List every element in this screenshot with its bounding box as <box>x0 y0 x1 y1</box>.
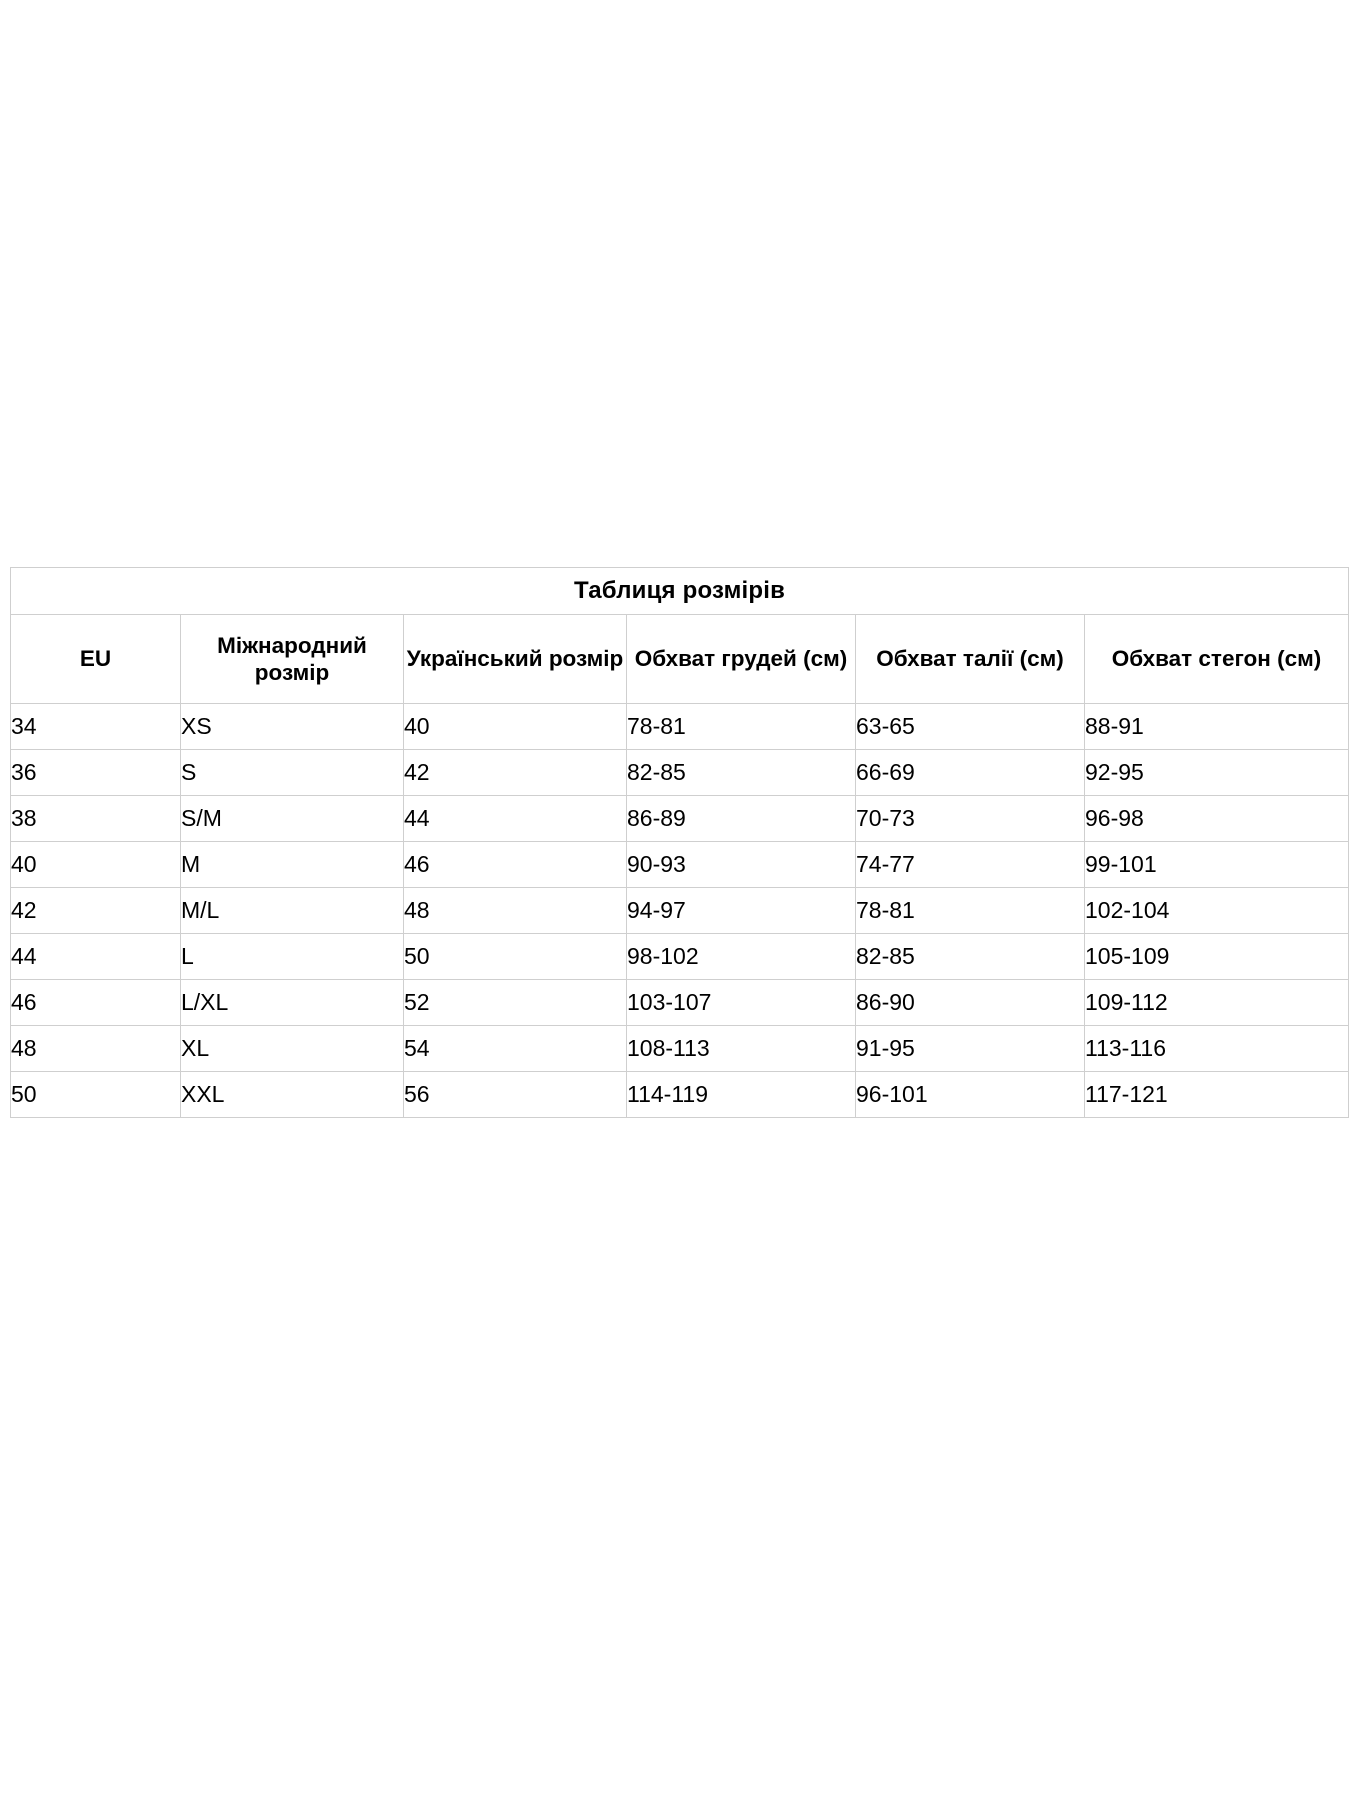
cell-waist: 82-85 <box>856 934 1085 980</box>
cell-chest: 114-119 <box>627 1072 856 1118</box>
cell-ukrainian-size: 46 <box>404 842 627 888</box>
cell-international-size: XXL <box>181 1072 404 1118</box>
cell-chest: 82-85 <box>627 750 856 796</box>
cell-ukrainian-size: 48 <box>404 888 627 934</box>
cell-ukrainian-size: 44 <box>404 796 627 842</box>
cell-chest: 98-102 <box>627 934 856 980</box>
cell-chest: 86-89 <box>627 796 856 842</box>
cell-waist: 70-73 <box>856 796 1085 842</box>
cell-chest: 78-81 <box>627 704 856 750</box>
cell-international-size: M/L <box>181 888 404 934</box>
cell-waist: 91-95 <box>856 1026 1085 1072</box>
cell-international-size: S <box>181 750 404 796</box>
cell-eu: 48 <box>11 1026 181 1072</box>
cell-hips: 92-95 <box>1085 750 1349 796</box>
table-title-row <box>11 568 1349 615</box>
cell-chest: 94-97 <box>627 888 856 934</box>
cell-ukrainian-size: 54 <box>404 1026 627 1072</box>
cell-eu: 40 <box>11 842 181 888</box>
size-chart-container <box>10 567 1348 1118</box>
cell-international-size: L <box>181 934 404 980</box>
cell-chest: 108-113 <box>627 1026 856 1072</box>
cell-ukrainian-size: 40 <box>404 704 627 750</box>
cell-international-size: XL <box>181 1026 404 1072</box>
cell-ukrainian-size: 52 <box>404 980 627 1026</box>
column-header-eu: EU <box>11 615 181 704</box>
table-row <box>11 750 1349 796</box>
column-header-hips: Обхват стегон (см) <box>1085 615 1349 704</box>
column-header-ukrainian-size: Український розмір <box>404 615 627 704</box>
cell-eu: 42 <box>11 888 181 934</box>
table-row <box>11 1026 1349 1072</box>
cell-ukrainian-size: 42 <box>404 750 627 796</box>
cell-hips: 109-112 <box>1085 980 1349 1026</box>
cell-waist: 78-81 <box>856 888 1085 934</box>
table-row <box>11 888 1349 934</box>
cell-ukrainian-size: 50 <box>404 934 627 980</box>
cell-eu: 44 <box>11 934 181 980</box>
table-header-row <box>11 615 1349 704</box>
cell-waist: 66-69 <box>856 750 1085 796</box>
cell-eu: 36 <box>11 750 181 796</box>
cell-hips: 113-116 <box>1085 1026 1349 1072</box>
page-title: Таблиця розмірів <box>11 568 1349 615</box>
table-row <box>11 842 1349 888</box>
cell-international-size: L/XL <box>181 980 404 1026</box>
column-header-chest: Обхват грудей (см) <box>627 615 856 704</box>
cell-waist: 96-101 <box>856 1072 1085 1118</box>
cell-waist: 63-65 <box>856 704 1085 750</box>
cell-waist: 74-77 <box>856 842 1085 888</box>
cell-hips: 99-101 <box>1085 842 1349 888</box>
cell-waist: 86-90 <box>856 980 1085 1026</box>
cell-hips: 105-109 <box>1085 934 1349 980</box>
table-row <box>11 796 1349 842</box>
cell-international-size: XS <box>181 704 404 750</box>
cell-eu: 46 <box>11 980 181 1026</box>
column-header-waist: Обхват талії (см) <box>856 615 1085 704</box>
cell-eu: 38 <box>11 796 181 842</box>
table-row <box>11 934 1349 980</box>
table-row <box>11 704 1349 750</box>
column-header-international-size: Міжнародний розмір <box>181 615 404 704</box>
table-row <box>11 980 1349 1026</box>
cell-hips: 102-104 <box>1085 888 1349 934</box>
cell-eu: 34 <box>11 704 181 750</box>
cell-international-size: S/M <box>181 796 404 842</box>
cell-hips: 88-91 <box>1085 704 1349 750</box>
cell-chest: 90-93 <box>627 842 856 888</box>
size-chart-table <box>10 567 1349 1118</box>
cell-eu: 50 <box>11 1072 181 1118</box>
table-row <box>11 1072 1349 1118</box>
cell-chest: 103-107 <box>627 980 856 1026</box>
cell-hips: 96-98 <box>1085 796 1349 842</box>
cell-hips: 117-121 <box>1085 1072 1349 1118</box>
cell-ukrainian-size: 56 <box>404 1072 627 1118</box>
cell-international-size: M <box>181 842 404 888</box>
